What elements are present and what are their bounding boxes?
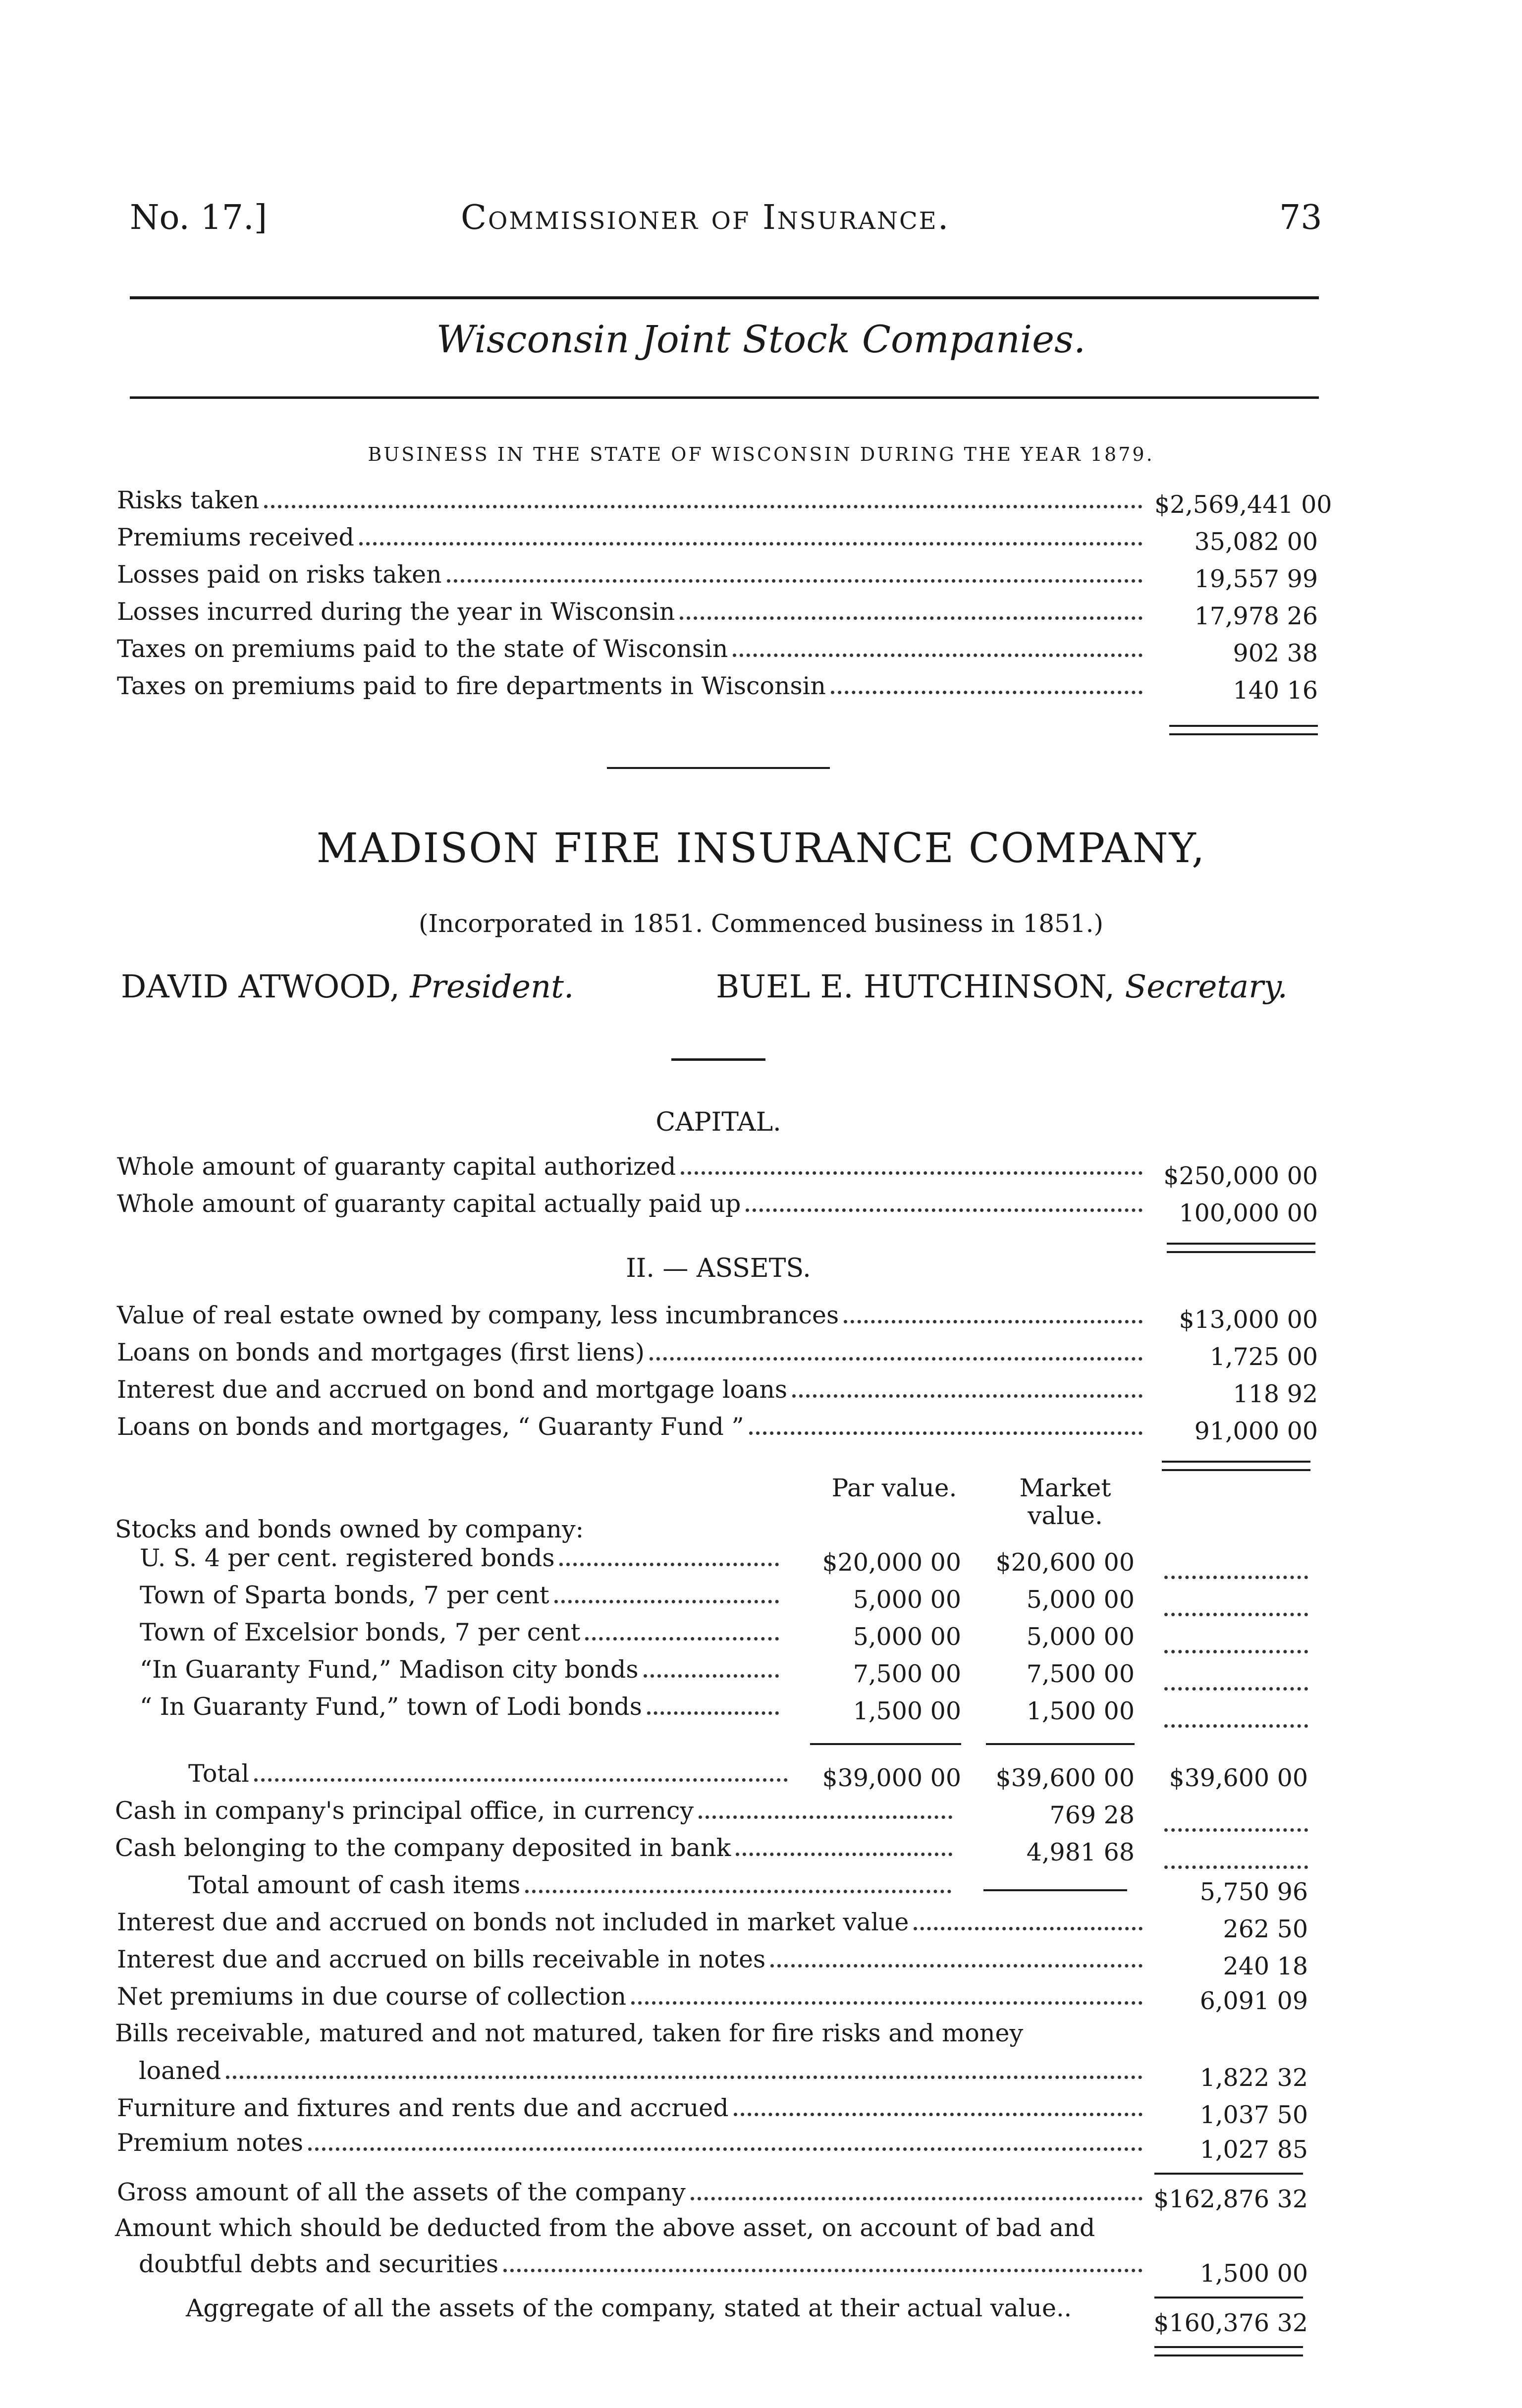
cash-total-row: Total amount of cash items: [188, 1865, 956, 1900]
asset-row: Value of real estate owned by company, less incumbrances: [117, 1296, 1147, 1330]
header-number: No. 17.]: [130, 198, 268, 237]
aggregate-label: Aggregate of all the assets of the company, stated at their actual value..: [186, 2294, 1072, 2322]
cash-office-value: 769 28: [1049, 1801, 1135, 1829]
stock-market: 7,500 00: [1026, 1660, 1135, 1688]
stock-par: 5,000 00: [853, 1586, 961, 1614]
double-rule: [1162, 1469, 1310, 1471]
gross-amount: $162,876 32: [1153, 2185, 1308, 2213]
business-amount: 902 38: [1233, 639, 1318, 667]
asset-amount: 240 18: [1223, 1952, 1308, 1980]
aggregate-rule: [1154, 2297, 1303, 2299]
capital-amount: 100,000 00: [1179, 1199, 1318, 1227]
business-row: Risks taken: [117, 481, 1147, 515]
cash-office-row: Cash in company's principal office, in currency: [115, 1791, 957, 1826]
stock-market: 1,500 00: [1026, 1697, 1135, 1725]
dot-leader: [1164, 1828, 1308, 1832]
page-number: 73: [1279, 198, 1322, 237]
asset-row: Net premiums in due course of collection: [117, 1977, 1147, 2012]
asset-row: Loans on bonds and mortgages (first liens): [117, 1333, 1147, 1368]
business-amount: 17,978 26: [1194, 602, 1318, 630]
subtotal-rule: [810, 1743, 961, 1745]
asset-row: Interest due and accrued on bills receivable in notes: [117, 1940, 1147, 1974]
gross-rule: [1154, 2173, 1303, 2175]
stock-par: $20,000 00: [822, 1548, 961, 1577]
asset-amount: 262 50: [1223, 1915, 1308, 1943]
cash-total-rule: [983, 1889, 1127, 1891]
stock-market: $20,600 00: [995, 1548, 1135, 1577]
asset-amount: 1,725 00: [1209, 1343, 1318, 1371]
asset-row: Interest due and accrued on bonds not included in market value: [117, 1903, 1147, 1937]
dot-leader: [1164, 1687, 1308, 1691]
dot-leader: [1164, 1613, 1308, 1616]
double-rule: [1167, 1251, 1315, 1253]
stock-market: 5,000 00: [1026, 1586, 1135, 1614]
stocks-total-par: $39,000 00: [822, 1764, 961, 1792]
business-row: Losses paid on risks taken: [117, 555, 1147, 590]
double-rule: [1167, 1243, 1315, 1245]
dot-leader: [1164, 1724, 1308, 1728]
dot-leader: [1164, 1865, 1308, 1869]
double-rule: [1162, 1461, 1310, 1463]
header-title: Commissioner of Insurance.: [461, 198, 950, 237]
premium-notes-row: Premium notes: [117, 2123, 1147, 2158]
stock-par: 5,000 00: [853, 1623, 961, 1651]
section-rule: [130, 396, 1319, 399]
capital-row: Whole amount of guaranty capital authorized: [117, 1147, 1147, 1182]
business-heading: BUSINESS IN THE STATE OF WISCONSIN DURING THE YEAR 1879.: [368, 443, 1154, 465]
separator-rule: [671, 1058, 765, 1061]
business-amount: $2,569,441 00: [1154, 491, 1332, 519]
header-rule: [130, 296, 1319, 299]
stocks-heading: Stocks and bonds owned by company:: [115, 1515, 584, 1543]
business-row: Losses incurred during the year in Wisconsin: [117, 592, 1147, 627]
capital-amount: $250,000 00: [1163, 1162, 1318, 1190]
asset-amount: 118 92: [1233, 1380, 1318, 1408]
business-row: Taxes on premiums paid to fire departments in Wisconsin: [117, 666, 1147, 701]
double-rule: [1154, 2354, 1303, 2356]
asset-amount: 6,091 09: [1199, 1987, 1308, 2015]
cash-total-amount: 5,750 96: [1199, 1878, 1308, 1906]
capital-row: Whole amount of guaranty capital actually paid up: [117, 1184, 1147, 1219]
stock-par: 1,500 00: [853, 1697, 961, 1725]
aggregate-amount: $160,376 32: [1153, 2309, 1308, 2337]
stock-par: 7,500 00: [853, 1660, 961, 1688]
bills-receivable-row: loaned: [139, 2051, 1147, 2086]
business-amount: 35,082 00: [1194, 528, 1318, 556]
section-title: Wisconsin Joint Stock Companies.: [436, 317, 1086, 361]
market-value-header: Market value.: [1019, 1474, 1111, 1530]
par-value-header: Par value.: [831, 1474, 957, 1502]
deduction-amount: 1,500 00: [1199, 2259, 1308, 2288]
incorporation-note: (Incorporated in 1851. Commenced business in 1851.): [418, 909, 1104, 938]
deduction-line1: Amount which should be deducted from the above asset, on account of bad and: [115, 2214, 1095, 2242]
furniture-row: Furniture and fixtures and rents due and accrued: [117, 2088, 1147, 2123]
double-rule: [1169, 733, 1318, 735]
stocks-total-row: Total: [188, 1754, 793, 1789]
business-row: Taxes on premiums paid to the state of Wisconsin: [117, 629, 1147, 664]
premium-notes-amount: 1,027 85: [1199, 2135, 1308, 2164]
gross-row: Gross amount of all the assets of the company: [117, 2173, 1147, 2207]
deduction-row: doubtful debts and securities: [139, 2244, 1147, 2279]
stock-market: 5,000 00: [1026, 1623, 1135, 1651]
separator-rule: [607, 767, 830, 769]
stock-row: “In Guaranty Fund,” Madison city bonds: [140, 1650, 784, 1685]
cash-bank-value: 4,981 68: [1026, 1838, 1135, 1866]
assets-heading: II. — ASSETS.: [626, 1254, 811, 1283]
secretary: BUEL E. HUTCHINSON, Secretary.: [716, 969, 1288, 1005]
subtotal-rule: [986, 1743, 1135, 1745]
dot-leader: [1164, 1650, 1308, 1653]
cash-bank-row: Cash belonging to the company deposited in bank: [115, 1828, 957, 1863]
capital-heading: CAPITAL.: [655, 1107, 781, 1137]
asset-amount: $13,000 00: [1179, 1306, 1318, 1334]
stock-row: Town of Sparta bonds, 7 per cent: [140, 1576, 784, 1610]
dot-leader: [1164, 1576, 1308, 1579]
company-name: MADISON FIRE INSURANCE COMPANY,: [316, 825, 1206, 872]
stocks-total-amount: $39,600 00: [1169, 1764, 1308, 1792]
stock-row: U. S. 4 per cent. registered bonds: [140, 1538, 784, 1573]
stock-row: “ In Guaranty Fund,” town of Lodi bonds: [140, 1687, 784, 1722]
asset-row: Interest due and accrued on bond and mortgage loans: [117, 1370, 1147, 1405]
bills-receivable-amount: 1,822 32: [1199, 2064, 1308, 2092]
business-row: Premiums received: [117, 518, 1147, 552]
stocks-total-market: $39,600 00: [995, 1764, 1135, 1792]
double-rule: [1154, 2346, 1303, 2348]
business-amount: 140 16: [1233, 676, 1318, 705]
asset-amount: 91,000 00: [1194, 1417, 1318, 1445]
stock-row: Town of Excelsior bonds, 7 per cent: [140, 1613, 784, 1647]
president: DAVID ATWOOD, President.: [121, 969, 574, 1005]
asset-row: Loans on bonds and mortgages, “ Guaranty Fund ”: [117, 1407, 1147, 1442]
bills-receivable-line1: Bills receivable, matured and not matured, taken for fire risks and money: [115, 2019, 1024, 2047]
double-rule: [1169, 725, 1318, 727]
business-amount: 19,557 99: [1194, 565, 1318, 593]
furniture-amount: 1,037 50: [1199, 2101, 1308, 2129]
